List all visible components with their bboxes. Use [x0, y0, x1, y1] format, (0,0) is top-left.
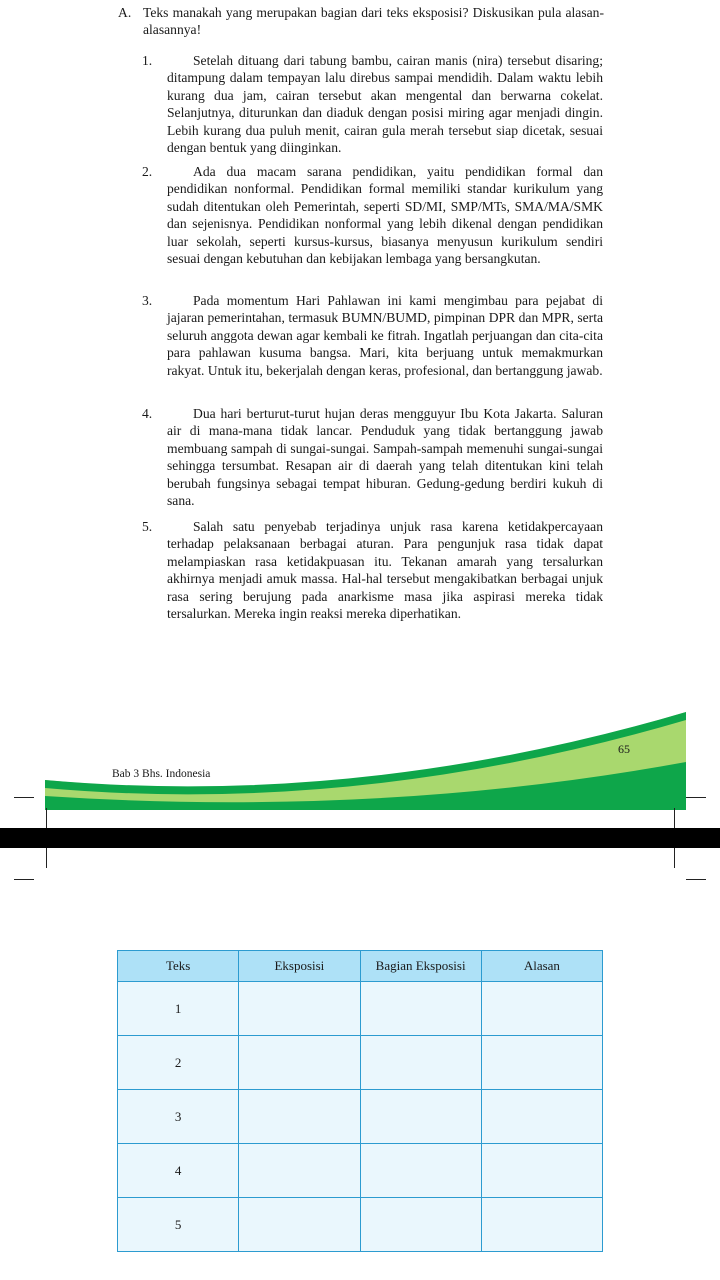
analysis-table — [117, 950, 603, 1252]
green-wave-decoration — [0, 700, 720, 810]
book-page-66 — [0, 848, 720, 1280]
page-number: 65 — [618, 742, 630, 756]
crop-mark — [46, 848, 47, 868]
cell-alasan[interactable] — [481, 1198, 602, 1252]
row-number: 1 — [118, 982, 239, 1036]
text-item-2 — [142, 163, 603, 267]
cell-bagian-eksposisi[interactable] — [360, 1144, 481, 1198]
cell-alasan[interactable] — [481, 1090, 602, 1144]
cell-eksposisi[interactable] — [239, 1198, 360, 1252]
row-number: 2 — [118, 1036, 239, 1090]
text-item-1 — [142, 52, 603, 156]
header-bagian-eksposisi: Bagian Eksposisi — [360, 951, 481, 982]
question-heading — [118, 4, 604, 38]
header-teks: Teks — [118, 951, 239, 982]
item-paragraph: Ada dua macam sarana pendidikan, yaitu pendidikan formal dan pendidikan nonformal. Pendidikan formal memiliki standar kurikulum yang sudah ditentukan oleh Pemerintah, seperti SD/MI, SMP/MTs, SMA/MA/SMK dan sejenisnya. Pendidikan nonformal yang lebih dikenal dengan pendidikan luar sekolah, seperti kursus-kursus, biasanya menyusun kurikulum sendiri sesuai dengan kebutuhan dan kebijakan lembaga yang bersangkutan. — [167, 164, 603, 267]
footer-chapter: Bab 3 Bhs. Indonesia — [112, 768, 211, 780]
item-number: 4. — [142, 406, 153, 421]
question-text: Teks manakah yang merupakan bagian dari teks eksposisi? Diskusikan pula alasan-alasannya! — [143, 5, 604, 37]
row-number: 4 — [118, 1144, 239, 1198]
item-paragraph: Pada momentum Hari Pahlawan ini kami mengimbau para pejabat di jajaran pemerintahan, termasuk BUMN/BUMD, pimpinan DPR dan MPR, serta seluruh anggota dewan agar kembali ke fitrah. Ingatlah perjuangan dan cita-cita para pahlawan kusuma bangsa. Mari, kita berjuang untuk memakmurkan rakyat. Untuk itu, bekerjalah dengan keras, profesional, dan bertanggung jawab. — [167, 293, 603, 378]
crop-mark — [674, 848, 675, 868]
cell-bagian-eksposisi[interactable] — [360, 1198, 481, 1252]
crop-mark — [686, 879, 706, 880]
text-item-3 — [142, 292, 603, 379]
table-row — [118, 982, 603, 1036]
table-header-row — [118, 951, 603, 982]
item-paragraph: Dua hari berturut-turut hujan deras mengguyur Ibu Kota Jakarta. Saluran air di mana-mana tidak lancar. Penduduk yang tidak bertanggung jawab membuang sampah di sungai-sungai. Sampah-sampah memenuhi sungai-sungai sehingga tersumbat. Resapan air di daerah yang telah ditentukan kini telah berubah fungsinya sebagai tempat hiburan. Gedung-gedung berdiri kukuh di sana. — [167, 406, 603, 509]
header-alasan: Alasan — [481, 951, 602, 982]
table-row — [118, 1198, 603, 1252]
text-item-5 — [142, 518, 603, 622]
text-item-4 — [142, 405, 603, 509]
cell-bagian-eksposisi[interactable] — [360, 1036, 481, 1090]
cell-bagian-eksposisi[interactable] — [360, 982, 481, 1036]
cell-bagian-eksposisi[interactable] — [360, 1090, 481, 1144]
crop-mark — [46, 808, 47, 828]
cell-eksposisi[interactable] — [239, 982, 360, 1036]
header-eksposisi: Eksposisi — [239, 951, 360, 982]
cell-eksposisi[interactable] — [239, 1036, 360, 1090]
table-row — [118, 1090, 603, 1144]
item-number: 2. — [142, 164, 153, 179]
cell-eksposisi[interactable] — [239, 1090, 360, 1144]
crop-mark — [14, 879, 34, 880]
table-row — [118, 1036, 603, 1090]
row-number: 3 — [118, 1090, 239, 1144]
cell-alasan[interactable] — [481, 1144, 602, 1198]
crop-mark — [14, 797, 34, 798]
item-number: 5. — [142, 519, 153, 534]
row-number: 5 — [118, 1198, 239, 1252]
item-paragraph: Salah satu penyebab terjadinya unjuk rasa karena ketidakpercayaan terhadap pelaksanaan berbagai aturan. Para pengunjuk rasa tidak dapat melampiaskan rasa ketidakpuasan itu. Tekanan amarah yang tersalurkan akhirnya menjadi amuk massa. Hal-hal tersebut mengakibatkan berbagai unjuk rasa sering berujung pada anarkisme masa jika aspirasi mereka tidak tersalurkan. Mereka ingin reaksi mereka diperhatikan. — [167, 519, 603, 622]
item-paragraph: Setelah dituang dari tabung bambu, cairan manis (nira) tersebut disaring; ditampung dalam tempayan lalu direbus sampai mendidih. Dalam waktu lebih kurang dua jam, cairan tersebut akan mengental dan berwarna cokelat. Selanjutnya, diturunkan dan diaduk dengan posisi miring agar menjadi dingin. Lebih kurang dua puluh menit, cairan gula merah tersebut siap dicetak, sesuai dengan bentuk yang diinginkan. — [167, 53, 603, 156]
item-number: 1. — [142, 53, 153, 68]
table-row — [118, 1144, 603, 1198]
cell-eksposisi[interactable] — [239, 1144, 360, 1198]
crop-mark — [686, 797, 706, 798]
crop-mark — [674, 808, 675, 828]
question-letter: A. — [118, 5, 132, 20]
item-number: 3. — [142, 293, 153, 308]
cell-alasan[interactable] — [481, 1036, 602, 1090]
cell-alasan[interactable] — [481, 982, 602, 1036]
